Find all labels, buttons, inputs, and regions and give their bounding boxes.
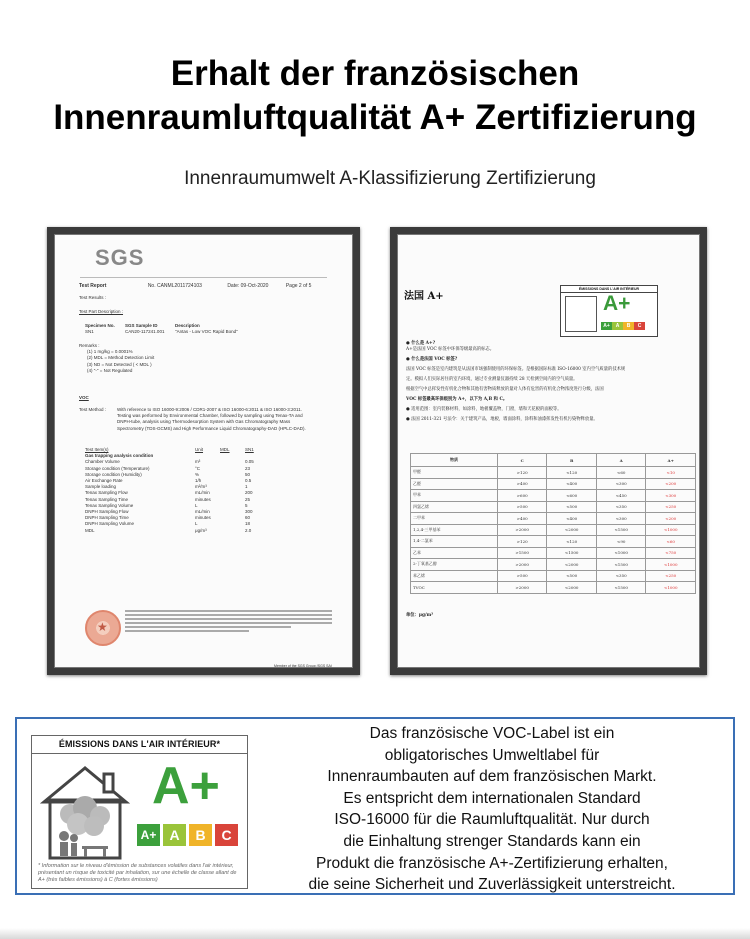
table-cell: <10 <box>646 467 696 479</box>
th-mdl: MDL <box>220 447 230 452</box>
info-line: obligatorisches Umweltlabel für <box>384 746 600 764</box>
table-cell: >500 <box>497 570 547 582</box>
table-cell: DNPH Sampling Flow <box>85 509 129 515</box>
report-date: Date: 09-Oct-2020 <box>227 283 269 289</box>
table-cell: <1000 <box>646 559 696 571</box>
emission-label-header: ÉMISSIONS DANS L'AIR INTÉRIEUR* <box>32 736 247 754</box>
info-line: die Einhaltung strenger Standards kann ein <box>343 832 641 850</box>
specimen-table <box>85 323 238 335</box>
test-method-row <box>79 407 339 432</box>
table-cell: 0.5 <box>245 478 252 484</box>
table-cell: <200 <box>646 513 696 525</box>
grade-scale <box>137 824 241 846</box>
test-method-label: Test Method : <box>79 407 107 412</box>
table-cell: <1500 <box>596 582 646 594</box>
table-cell: <300 <box>596 513 646 525</box>
table-cell: L <box>195 502 198 508</box>
report-header <box>79 283 311 289</box>
scale-b: B <box>189 824 212 846</box>
specimen-col-2: SGS Sample ID <box>125 323 158 328</box>
table-cell: <450 <box>596 490 646 502</box>
table-cell: 300 <box>245 509 253 515</box>
table-cell: Gas trapping analysis condition <box>85 453 154 459</box>
table-row <box>411 570 696 582</box>
specimen-data-row <box>85 329 238 335</box>
grade-scale <box>601 322 645 330</box>
table-cell: 二甲苯 <box>411 513 498 525</box>
report-footer: Member of the SGS Group (SGS SA) <box>274 664 332 668</box>
table-cell: μg/m³ <box>195 527 207 533</box>
sgs-seal-stamp <box>85 610 121 646</box>
table-cell: minutes <box>195 515 211 521</box>
table-cell <box>220 528 245 534</box>
house-icon <box>565 296 597 332</box>
paragraph: ● 法国 2011-321 号法令：关于建筑产品，地板，墙面涂料，涂料和油漆挥发性有机污染物释放量。 <box>406 417 598 422</box>
table-cell: >500 <box>497 501 547 513</box>
paragraph: A+是法国 VOC 标签中环保等级最高的标志。 <box>406 347 495 352</box>
table-cell: <500 <box>547 501 597 513</box>
table-row <box>411 536 696 548</box>
scale-a-plus: A+ <box>601 322 612 330</box>
info-text <box>257 723 727 896</box>
table-cell: <500 <box>547 570 597 582</box>
table-row <box>411 582 696 594</box>
table-cell: 1,2,4-三甲基苯 <box>411 524 498 536</box>
table-cell: 200 <box>245 490 253 496</box>
table-cell: mL/min <box>195 509 210 515</box>
report-no: No. CANML2011724103 <box>147 283 202 289</box>
page-title <box>0 52 750 140</box>
table-cell: <120 <box>547 536 597 548</box>
table-row <box>411 559 696 571</box>
scale-c: C <box>215 824 238 846</box>
table-cell: 23 <box>245 465 251 471</box>
paragraph: VOC 标签最高环保级别为 A+，以下为 A,B 和 C。 <box>406 397 508 402</box>
title-line-2: Innenraumluftqualität A+ Zertifizierung <box>53 98 697 137</box>
voc-limit-table-body <box>411 467 696 594</box>
test-method-line: Spectrometry (TDS-GCMS) and High Performance Liquid Chromatography-DAD (HPLC-DAD). <box>117 425 306 431</box>
info-line: die seine Sicherheit und Zuverlässigkeit unterstreicht. <box>308 876 676 894</box>
voc-heading <box>79 395 89 401</box>
info-line: Innenraumbauten auf dem französischen Markt. <box>327 768 657 786</box>
test-part-label: Test Part Description : <box>79 309 124 314</box>
label-fine-print: * Information sur le niveau d'émission de substances volatiles dans l'air intérieur, présentant un risque de toxicité par inhalation, sur une échelle de classe allant de A+ (très faibles émissions) à C (fortes émissions) <box>38 863 237 883</box>
table-row <box>411 467 696 479</box>
specimen-cell-3: "Antas - Low VOC Rapid Bond" <box>175 329 238 335</box>
table-cell: <350 <box>596 570 646 582</box>
table-cell: °C <box>195 465 201 471</box>
table-cell: Tenax Sampling Time <box>85 496 129 502</box>
bottom-shadow <box>0 928 750 939</box>
grade-badge: A+ <box>152 757 220 815</box>
info-line: ISO-16000 für die Raumluftqualität. Nur durch <box>334 811 650 829</box>
grade-badge: A+ <box>603 292 631 315</box>
table-cell: m³ <box>195 459 201 465</box>
table-header-row <box>411 454 696 467</box>
table-row <box>85 528 270 534</box>
table-cell: <1500 <box>547 547 597 559</box>
table-row <box>411 478 696 490</box>
test-method-line: With reference to ISO 16000-9:2006 / CDR1-2007 & ISO 16000-6:2011 & ISO 16000-3:2011. <box>117 407 302 412</box>
table-cell: >2000 <box>497 559 547 571</box>
table-cell: % <box>195 471 200 477</box>
table-cell: <600 <box>547 490 597 502</box>
test-method-block <box>79 407 339 432</box>
table-cell: >1500 <box>497 547 547 559</box>
scale-b: B <box>623 322 634 330</box>
table-cell: 苯乙烯 <box>411 570 498 582</box>
th-a-plus: A+ <box>646 454 696 467</box>
table-cell: <250 <box>646 501 696 513</box>
paragraph: ● 什么是法国 VOC 标签? <box>406 357 458 362</box>
french-a-plus-doc-page <box>397 234 700 668</box>
table-cell: <200 <box>646 478 696 490</box>
table-cell: <120 <box>547 467 597 479</box>
test-method-text <box>117 407 306 432</box>
page-subtitle: Innenraumumwelt A-Klassifizierung Zertifizierung <box>184 168 596 189</box>
table-cell: m²/m³ <box>195 484 207 490</box>
th-b: B <box>547 454 597 467</box>
table-row <box>411 490 696 502</box>
table-cell: 乙醛 <box>411 478 498 490</box>
table-cell: 1/h <box>195 478 202 484</box>
report-title: Test Report <box>79 283 107 289</box>
table-cell: Sample loading <box>85 484 117 490</box>
table-cell: >120 <box>497 536 547 548</box>
emission-label-large <box>31 735 248 889</box>
th-item: Test Item(s) <box>85 447 109 452</box>
table-cell: <300 <box>646 490 696 502</box>
scale-a-plus: A+ <box>137 824 160 846</box>
table-cell: 18 <box>245 521 251 527</box>
table-cell: >400 <box>497 478 547 490</box>
doc-paragraphs <box>406 341 691 423</box>
paragraph: 定。模拟人们实际居住的室内环境，通过专业测量仪器持续 28 天检测空间内的空气质量。 <box>406 377 578 382</box>
table-cell: <1000 <box>646 524 696 536</box>
table-cell: 5 <box>245 502 248 508</box>
paragraph: 根据空气中总挥发性有机化合物和其他有害物质释放的量对人体有危害的有机化合物浓度进行分级，法国 <box>406 387 604 392</box>
specimen-cell-2: CAN20-117241.001 <box>125 329 165 335</box>
table-cell: <1500 <box>596 524 646 536</box>
table-cell: minutes <box>195 496 211 502</box>
paragraph: ● 适用范围：室内装修材料，如涂料，地板覆盖物，门窗，墙和天花板的面板等。 <box>406 407 562 412</box>
sgs-report-frame <box>47 227 360 675</box>
table-cell: <350 <box>596 501 646 513</box>
paragraph: ● 什么是 A+? <box>406 341 436 346</box>
table-cell: Chamber Volume <box>85 459 120 465</box>
table-cell: 2.0 <box>245 527 252 533</box>
report-page: Page 2 of 5 <box>285 283 312 289</box>
table-cell: Tenax Sampling Flow <box>85 490 128 496</box>
table-cell: Tenax Sampling Volume <box>85 502 134 508</box>
voc-heading-text: VOC <box>79 395 89 400</box>
table-cell: Air Exchange Rate <box>85 478 123 484</box>
th-sn1: SN1 <box>245 447 254 452</box>
th-c: C <box>497 454 547 467</box>
table-cell: <400 <box>547 513 597 525</box>
remarks-title: Remarks : <box>79 343 100 348</box>
paragraph: 法国 VOC 标签是室内建筑是从法国市场强制使用的环保标签。是根据国际标准 ISO-16000 室内空气质量的技术规 <box>406 367 626 372</box>
table-cell: Storage condition (Humidity) <box>85 471 142 477</box>
table-cell: <1000 <box>646 582 696 594</box>
table-cell: <250 <box>646 570 696 582</box>
th-a: A <box>596 454 646 467</box>
title-line-1: Erhalt der französischen <box>170 54 580 93</box>
table-cell: 50 <box>245 471 251 477</box>
table-cell: 1 <box>245 484 248 490</box>
specimen-cell-1: SN1 <box>85 329 94 335</box>
table-cell: <1000 <box>596 547 646 559</box>
sgs-logo: SGS <box>95 245 145 270</box>
table-cell: <1500 <box>596 559 646 571</box>
remark-2: (2) MDL = Method Detection Limit <box>87 355 155 361</box>
table-cell: L <box>195 521 198 527</box>
table-cell: <90 <box>596 536 646 548</box>
table-cell: 60 <box>245 515 251 521</box>
table-cell: <60 <box>596 467 646 479</box>
table-cell: 2-丁氧基乙醇 <box>411 559 498 571</box>
table-cell: 四氯乙烯 <box>411 501 498 513</box>
table-cell: <400 <box>547 478 597 490</box>
table-cell: TVOC <box>411 582 498 594</box>
test-items-table <box>85 447 270 534</box>
table-cell: 甲苯 <box>411 490 498 502</box>
french-a-plus-doc-frame <box>390 227 707 675</box>
th-unit: Unit <box>195 447 204 452</box>
info-line: Produkt die französische A+-Zertifizierung erhalten, <box>316 854 668 872</box>
table-cell: DNPH Sampling Volume <box>85 521 135 527</box>
table-cell: <2000 <box>547 524 597 536</box>
info-line: Es entspricht dem internationalen Standard <box>343 789 641 807</box>
remark-1: (1) 1 mg/kg = 0.0001% <box>87 349 133 355</box>
table-cell: >400 <box>497 513 547 525</box>
table-cell: <2000 <box>547 582 597 594</box>
table-cell: 1,4-二氯苯 <box>411 536 498 548</box>
house-icon <box>40 764 130 862</box>
remark-4: (4) "-" = Not Regulated <box>87 367 133 373</box>
table-cell: mL/min <box>195 490 210 496</box>
sgs-report-page <box>54 234 353 668</box>
table-cell: <750 <box>646 547 696 559</box>
test-items-body <box>85 453 270 534</box>
remark-3: (3) ND = Not Detected ( < MDL ) <box>87 361 152 367</box>
table-cell: >600 <box>497 490 547 502</box>
emission-label-header: ÉMISSIONS DANS L'AIR INTÉRIEUR <box>561 286 657 293</box>
table-cell: MDL <box>85 527 95 533</box>
info-line: Das französische VOC-Label ist ein <box>369 725 615 742</box>
table-row <box>411 524 696 536</box>
specimen-col-1: Specimen No. <box>85 323 115 328</box>
doc-title: 法国 A+ <box>404 291 444 302</box>
star-icon: ★ <box>97 620 108 634</box>
table-cell: <2000 <box>547 559 597 571</box>
divider <box>80 277 327 278</box>
emission-label-small <box>560 285 658 337</box>
scale-a: A <box>163 824 186 846</box>
table-cell: >2000 <box>497 524 547 536</box>
unit-note: 单位：μg/m³ <box>406 613 434 618</box>
table-row <box>411 501 696 513</box>
table-cell: >120 <box>497 467 547 479</box>
table-cell: >2000 <box>497 582 547 594</box>
voc-info-box <box>15 717 735 895</box>
table-cell: <60 <box>646 536 696 548</box>
table-row <box>411 513 696 525</box>
test-method-line: DNPH-tube, analysis using Thermodesorption System with Gas Chromatography Mass <box>117 419 291 425</box>
test-results-label: Test Results : <box>79 295 107 300</box>
scale-c: C <box>634 322 645 330</box>
scale-a: A <box>612 322 623 330</box>
voc-limit-table <box>410 453 696 594</box>
table-cell: <300 <box>596 478 646 490</box>
remarks-block <box>79 343 154 374</box>
th-substance: 物质 <box>411 454 498 467</box>
table-cell: Storage condition (Temperature) <box>85 465 150 471</box>
legal-fineprint <box>125 610 332 650</box>
test-method-line: Testing was performed by Environmental Chamber, followed by sampling using Tenax-TA and <box>117 413 303 419</box>
table-cell: 0.05 <box>245 459 254 465</box>
table-cell: 甲醛 <box>411 467 498 479</box>
table-cell: DNPH Sampling Time <box>85 515 129 521</box>
table-cell: 乙苯 <box>411 547 498 559</box>
table-row <box>411 547 696 559</box>
table-cell: 25 <box>245 496 251 502</box>
emission-label-body <box>32 754 247 860</box>
specimen-col-3: Description <box>175 323 200 328</box>
